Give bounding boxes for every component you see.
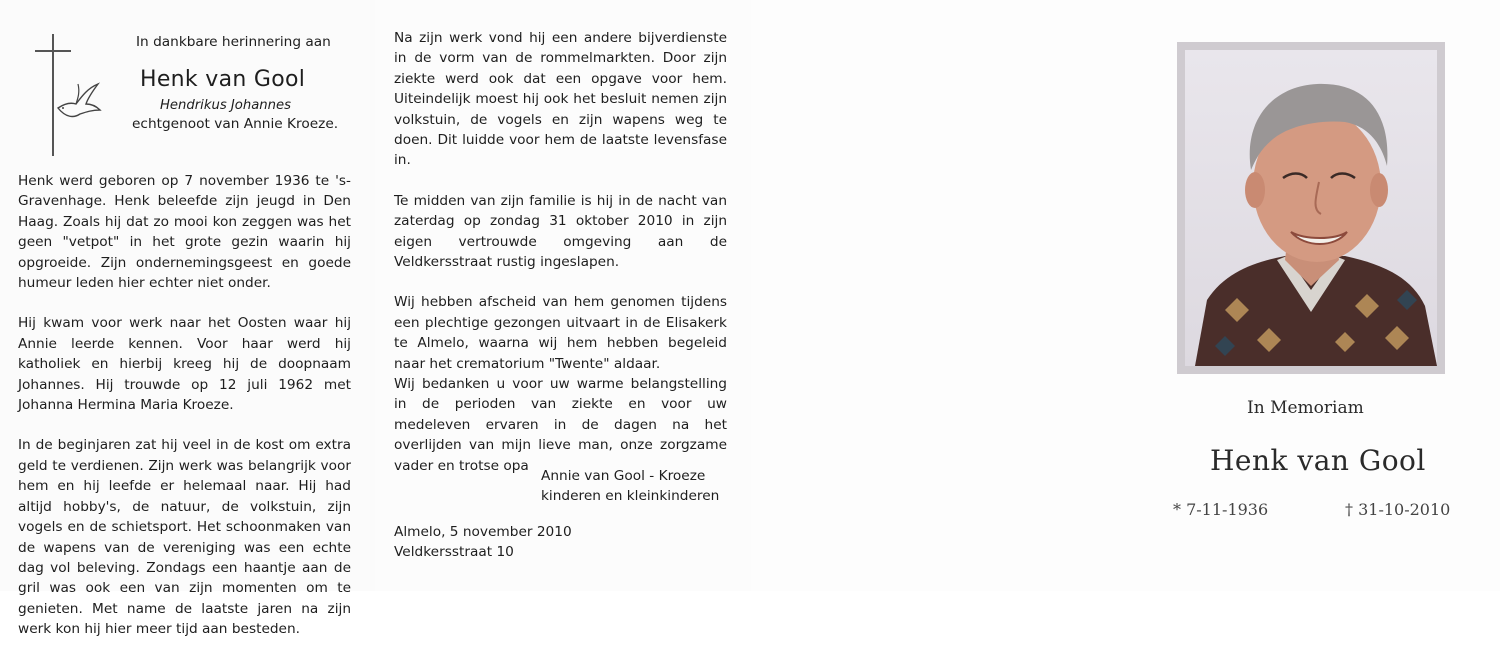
paragraph: Na zijn werk vond hij een andere bijverdienste in de vorm van de rommelmarkten. Door zijn ziekte werd ook dat een opgave voor hem. Uiteindelijk moest hij ook het besluit nemen zijn volkstuin, de vogels en zijn wapens weg te doen. Dit luidde voor hem de laatste levensfase in. bbox=[394, 30, 727, 169]
biography-column-2 bbox=[394, 28, 727, 394]
paragraph: Wij hebben afscheid van hem genomen tijdens een plechtige gezongen uitvaart in de Elisakerk te Almelo, waarna wij hem hebben begeleid naar het crematorium "Twente" aldaar. bbox=[394, 294, 727, 372]
place-date-line-2: Veldkersstraat 10 bbox=[394, 544, 514, 561]
signature-line-2: kinderen en kleinkinderen bbox=[541, 488, 720, 505]
place-date-block bbox=[394, 522, 572, 563]
biography-column-1 bbox=[18, 171, 351, 660]
intro-text: In dankbare herinnering aan bbox=[136, 34, 331, 50]
paragraph: In de beginjaren zat hij veel in de kost om extra geld te verdienen. Zijn werk was belangrijk voor hem en hij leefde er helemaal naar. Hij had altijd hobby's, de natuur, de volkstuin, zijn vogels en de schietsport. Het schoonmaken van de wapens van de vereniging was een echte dag vol beleving. Zondags een haantje aan de gril was ook een van zijn momenten om te genieten. Met name de laatste jaren na zijn werk kon hij hier meer tijd aan besteden. bbox=[18, 437, 351, 638]
death-date: † 31-10-2010 bbox=[1345, 500, 1451, 519]
birth-date: * 7-11-1936 bbox=[1173, 500, 1269, 519]
card-panel-front bbox=[1125, 0, 1500, 591]
signature-block bbox=[541, 466, 719, 507]
signature-line-1: Annie van Gool - Kroeze bbox=[541, 468, 706, 484]
deceased-name: Henk van Gool bbox=[140, 67, 306, 92]
portrait-photo-image bbox=[1185, 50, 1437, 366]
portrait-illustration bbox=[1185, 50, 1437, 366]
paragraph: Te midden van zijn familie is hij in de nacht van zaterdag op zondag 31 oktober 2010 in zijn eigen vertrouwde omgeving aan de Veldkersstraat rustig ingeslapen. bbox=[394, 192, 727, 271]
cross-icon-horizontal bbox=[35, 50, 71, 52]
portrait-photo bbox=[1177, 42, 1445, 374]
paragraph: Hij kwam voor werk naar het Oosten waar hij Annie leerde kennen. Voor haar werd hij katholiek en hierbij kreeg hij de doopnaam Johannes. Hij trouwde op 12 juli 1962 met Johanna Hermina Maria Kroeze. bbox=[18, 315, 351, 414]
card-panel-blank bbox=[751, 0, 1125, 591]
full-name: Hendrikus Johannes bbox=[160, 98, 291, 113]
card-panel-middle bbox=[375, 0, 751, 591]
in-memoriam-heading: In Memoriam bbox=[1247, 398, 1364, 418]
place-date-line-1: Almelo, 5 november 2010 bbox=[394, 524, 572, 540]
memoriam-name: Henk van Gool bbox=[1210, 444, 1426, 477]
paragraph: Henk werd geboren op 7 november 1936 te 's-Gravenhage. Henk beleefde zijn jeugd in Den Haag. Zoals hij dat zo mooi kon zeggen was het geen "vetpot" in het grote gezin waarin hij opgroeide. Zijn ondernemingsgeest en goede humeur leden hier echter niet onder. bbox=[18, 173, 351, 292]
card-panel-left bbox=[0, 0, 375, 638]
dove-icon bbox=[54, 78, 102, 122]
spouse-line: echtgenoot van Annie Kroeze. bbox=[132, 116, 339, 132]
thanks-paragraph: Wij bedanken u voor uw warme belangstelling in de perioden van ziekte en voor uw medeleven ervaren in de dagen na het overlijden van mijn lieve man, onze zorgzame vader en trotse opa bbox=[394, 376, 727, 474]
